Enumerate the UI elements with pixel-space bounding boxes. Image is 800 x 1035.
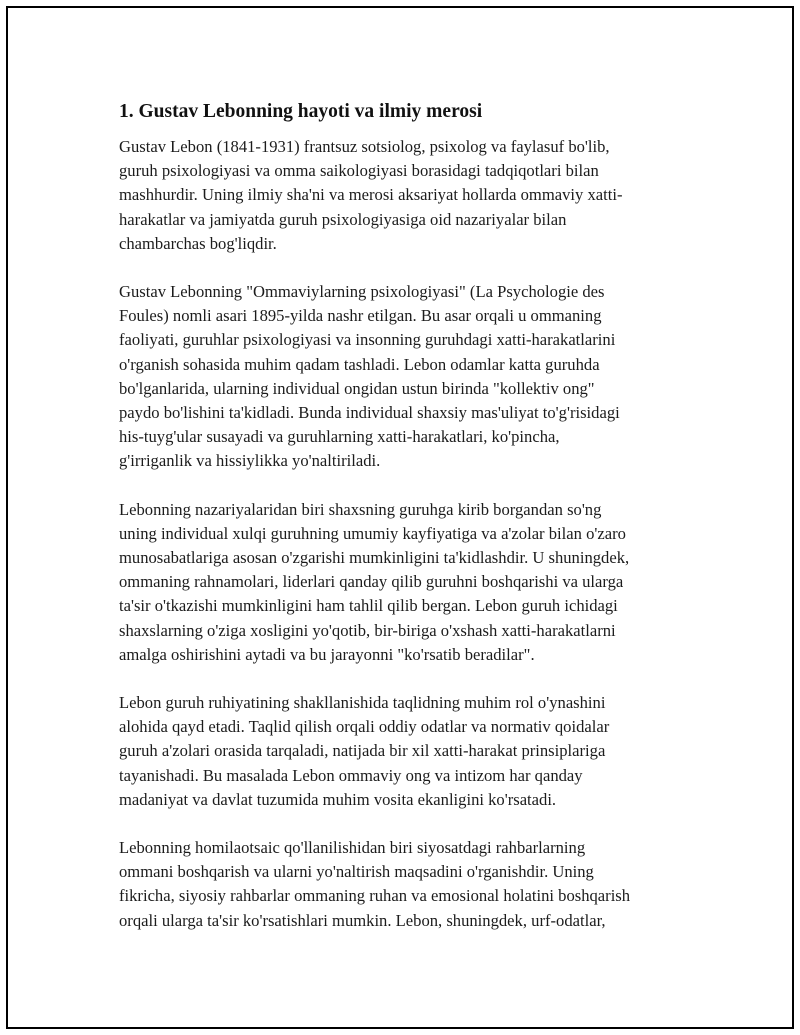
paragraph-line: his-tuyg'ular susayadi va guruhlarning xatti-harakatlari, ko'pincha, xyxy=(119,427,560,447)
paragraph-line: guruh psixologiyasi va omma saikologiyasi borasidagi tadqiqotlari bilan xyxy=(119,161,599,181)
paragraph-line: ta'sir o'tkazishi mumkinligini ham tahlil qilib bergan. Lebon guruh ichidagi xyxy=(119,596,618,616)
paragraph-line: uning individual xulqi guruhning umumiy kayfiyatiga va a'zolar bilan o'zaro xyxy=(119,523,626,543)
paragraph-line: g'irriganlik va hissiylikka yo'naltiriladi. xyxy=(119,451,381,471)
paragraph-line: Lebon guruh ruhiyatining shakllanishida taqlidning muhim rol o'ynashini xyxy=(119,693,606,713)
paragraph-line: Gustav Lebon (1841-1931) frantsuz sotsiolog, psixolog va faylasuf bo'lib, xyxy=(119,137,610,156)
paragraph-line: ommaning rahnamolari, liderlari qanday qilib guruhni boshqarishi va ularga xyxy=(119,572,624,592)
paragraph-line: paydo bo'lishini ta'kidladi. Bunda individual shaxsiy mas'uliyat to'g'risidagi xyxy=(119,403,620,423)
paragraph-line: shaxslarning o'ziga xosligini yo'qotib, bir-biriga o'xshash xatti-harakatlarni xyxy=(119,620,616,640)
paragraph-line: Lebonning nazariyalaridan biri shaxsning guruhga kirib borgandan so'ng xyxy=(119,499,602,519)
paragraph-line: orqali ularga ta'sir ko'rsatishlari mumkin. Lebon, shuningdek, urf-odatlar, xyxy=(119,910,606,930)
paragraph-line: madaniyat va davlat tuzumida muhim vosita ekanligini ko'rsatadi. xyxy=(119,789,557,809)
document-body xyxy=(119,99,695,957)
paragraph xyxy=(119,498,695,667)
paragraph-line: harakatlar va jamiyatda guruh psixologiyasiga oid nazariyalar bilan xyxy=(119,209,567,229)
paragraph-line: Foules) nomli asari 1895-yilda nashr etilgan. Bu asar orqali u ommaning xyxy=(119,306,602,326)
paragraph xyxy=(119,691,695,812)
paragraph-line: ommani boshqarish va ularni yo'naltirish maqsadini o'rganishdir. Uning xyxy=(119,862,594,882)
paragraph-line: chambarchas bog'liqdir. xyxy=(119,233,277,253)
paragraph-line: munosabatlariga asosan o'zgarishi mumkinligini ta'kidlashdir. U shuningdek, xyxy=(119,548,630,568)
paragraph-line: faoliyati, guruhlar psixologiyasi va insonning guruhdagi xatti-harakatlarini xyxy=(119,330,616,350)
paragraph xyxy=(119,280,695,474)
paragraph-line: bo'lganlarida, ularning individual ongidan ustun birinda "kollektiv ong" xyxy=(119,378,595,398)
section-heading: 1. Gustav Lebonning hayoti va ilmiy merosi xyxy=(119,101,483,122)
page-frame xyxy=(6,6,794,1029)
paragraph xyxy=(119,135,695,256)
paragraph-line: mashhurdir. Uning ilmiy sha'ni va merosi aksariyat hollarda ommaviy xatti- xyxy=(119,185,623,205)
paragraphs-container xyxy=(119,135,695,933)
paragraph-line: fikricha, siyosiy rahbarlar ommaning ruhan va emosional holatini boshqarish xyxy=(119,886,631,906)
paragraph-line: amalga oshirishini aytadi va bu jarayonni "ko'rsatib beradilar". xyxy=(119,644,535,664)
paragraph-line: o'rganish sohasida muhim qadam tashladi. Lebon odamlar katta guruhda xyxy=(119,354,600,374)
paragraph-line: alohida qayd etadi. Taqlid qilish orqali oddiy odatlar va normativ qoidalar xyxy=(119,717,610,737)
paragraph xyxy=(119,836,695,933)
paragraph-line: Lebonning homilaotsaic qo'llanilishidan biri siyosatdagi rahbarlarning xyxy=(119,838,586,858)
paragraph-line: tayanishadi. Bu masalada Lebon ommaviy ong va intizom har qanday xyxy=(119,765,583,785)
paragraph-line: guruh a'zolari orasida tarqaladi, natijada bir xil xatti-harakat prinsiplariga xyxy=(119,741,606,761)
paragraph-line: Gustav Lebonning "Ommaviylarning psixologiyasi" (La Psychologie des xyxy=(119,282,605,302)
